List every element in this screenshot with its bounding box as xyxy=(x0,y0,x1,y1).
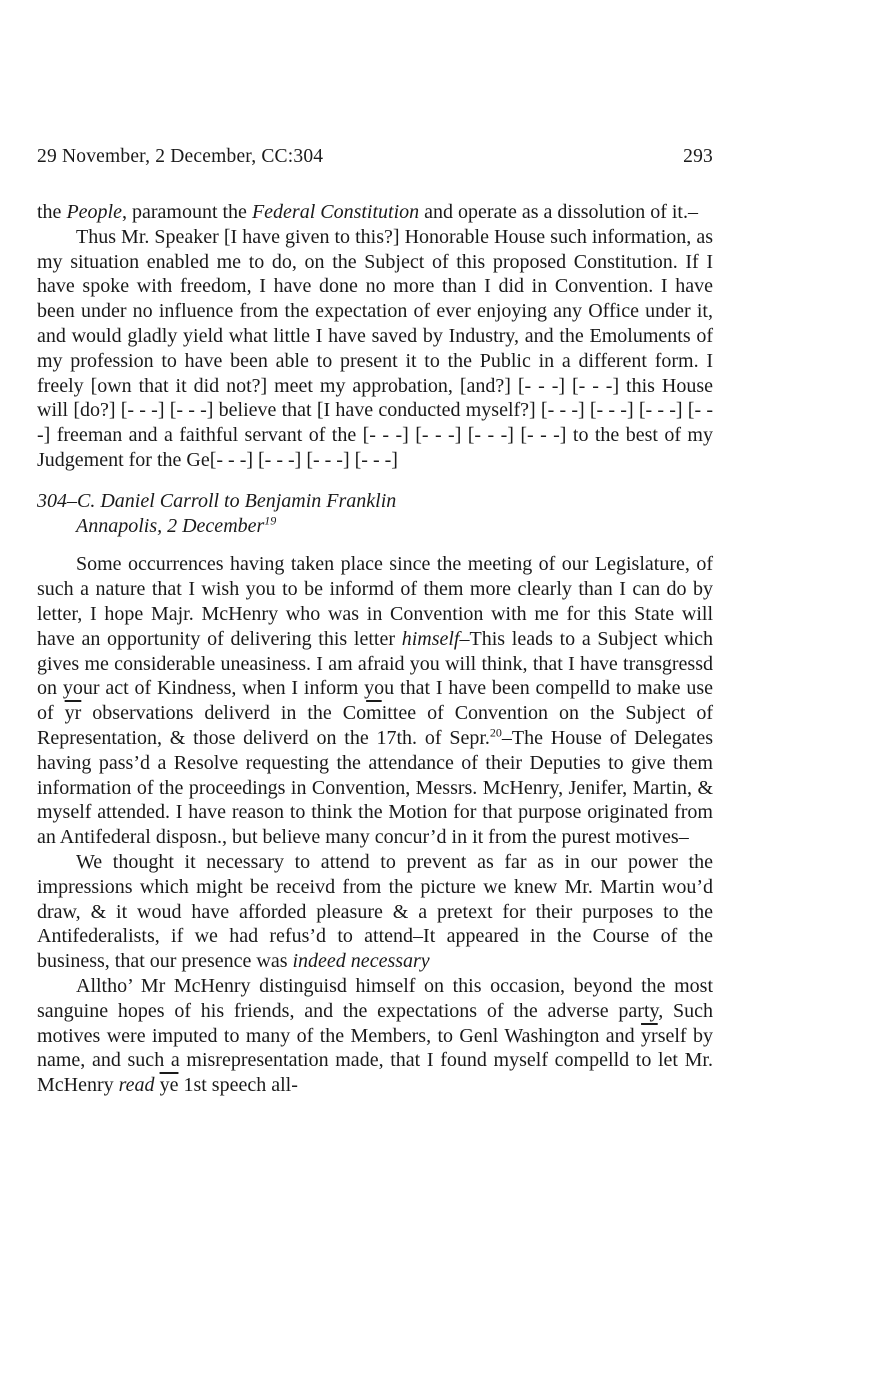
text-run: and operate as a dissolution of it.– xyxy=(419,201,698,223)
text-run: ittee of Convention on the Subject of Representation, & those deliverd on the 17th. of Sepr. xyxy=(37,702,714,749)
abbreviation: $\overline{yr}$ xyxy=(64,702,82,725)
text-run: Some occurrences having taken place since the meeting of our Legislature, of such a nature that I wish you to be informd of them more clearly than I can do by letter, I hope Majr. McHenry who was in Convention with me for this State will have an opportunity of delivering this letter xyxy=(37,553,713,650)
paragraph-speaker: Thus Mr. Speaker [I have given to this?] Honorable House such information, as my situation enabled me to do, on the Subject of this proposed Constitution. If I have spoke with freedom, I have done no more than I did in Convention. I have been under no influence from the expectation of ever enjoying any Office under it, and would gladly yield what little I have saved by Industry, and the Emoluments of my profession to have been able to present it to the Public in a different form. I freely [own that it did not?] meet my approbation, [and?] [- - -] [- - -] this House will [do?] [- - -] [- - -] believe that [I have conducted myself?] [- - -] [- - -] [- - -] [- - -] freeman and a faithful servant of the [- - -] [- - -] [- - -] [- - -] to the best of my Judgement for the Ge[- - -] [- - -] [- - -] [- - -] xyxy=(37,225,713,471)
page-header xyxy=(37,146,713,168)
text-run: 1st speech all- xyxy=(178,1074,298,1097)
paragraph-mchenry xyxy=(37,974,713,1098)
paragraph-dissolution xyxy=(37,200,713,225)
footnote-ref: 20 xyxy=(489,725,502,740)
italic-run: People xyxy=(66,201,122,223)
italic-run: read xyxy=(118,1074,155,1097)
text-run: observations deliverd in the Co xyxy=(81,702,367,725)
italic-run: indeed necessary xyxy=(292,950,430,973)
abbreviation: $\overline{m}$ xyxy=(366,702,382,725)
footnote-ref: 19 xyxy=(264,512,277,527)
place-date-text: Annapolis, 2 December xyxy=(76,514,265,537)
text-run: –The House of Delegates having pass’d a Resolve requesting the attendance of their Deputies to give them information of the proceedings in Convention, Messrs. McHenry, Jenifer, Martin, & myself attended. I have reason to think the Motion for that purpose originated from an Antifederal disposn., but believe many concur’d in it from the purest motives– xyxy=(37,726,713,849)
page-body xyxy=(37,200,713,1098)
italic-run: himself xyxy=(401,627,460,650)
italic-run: Federal Constitution xyxy=(251,201,420,223)
abbreviation: $\overline{ye}$ xyxy=(159,1074,179,1097)
abbreviation: $\overline{yr}$ xyxy=(641,1024,658,1047)
paragraph-attend xyxy=(37,850,713,974)
running-head: 29 November, 2 December, CC:304 xyxy=(37,146,324,167)
text-run: –This leads to a Subject which gives me considerable uneasiness. I am afraid you will think, that I have transgressd on your act of Kindness, when I inform you that I have been compelld to make use of xyxy=(37,627,714,725)
text-run: the xyxy=(37,201,67,223)
text-run: , paramount the xyxy=(121,201,252,223)
page-number: 293 xyxy=(683,146,713,167)
document-heading xyxy=(37,489,713,539)
text-run: Alltho’ Mr McHenry distinguisd himself on this occasion, beyond the most sanguine hopes of his friends, and the expectations of the adverse party, Such motives were imputed to many of the Members, to Genl Washington and xyxy=(37,974,713,1047)
text-run: self by name, and such a misrepresentation made, that I found myself compelld to let Mr. McHenry xyxy=(37,1024,713,1097)
document-place-date xyxy=(37,514,713,539)
text-run: We thought it necessary to attend to prevent as far as in our power the impressions which might be receivd from the picture we knew Mr. Martin wou’d draw, & it woud have afforded pleasure & a pretext for their purposes to the Antifederalists, if we had refus’d to attend–It appeared in the Course of the business, that our presence was xyxy=(37,850,713,973)
paragraph-occurrences xyxy=(37,552,713,850)
document-title: 304–C. Daniel Carroll to Benjamin Franklin xyxy=(37,489,397,512)
